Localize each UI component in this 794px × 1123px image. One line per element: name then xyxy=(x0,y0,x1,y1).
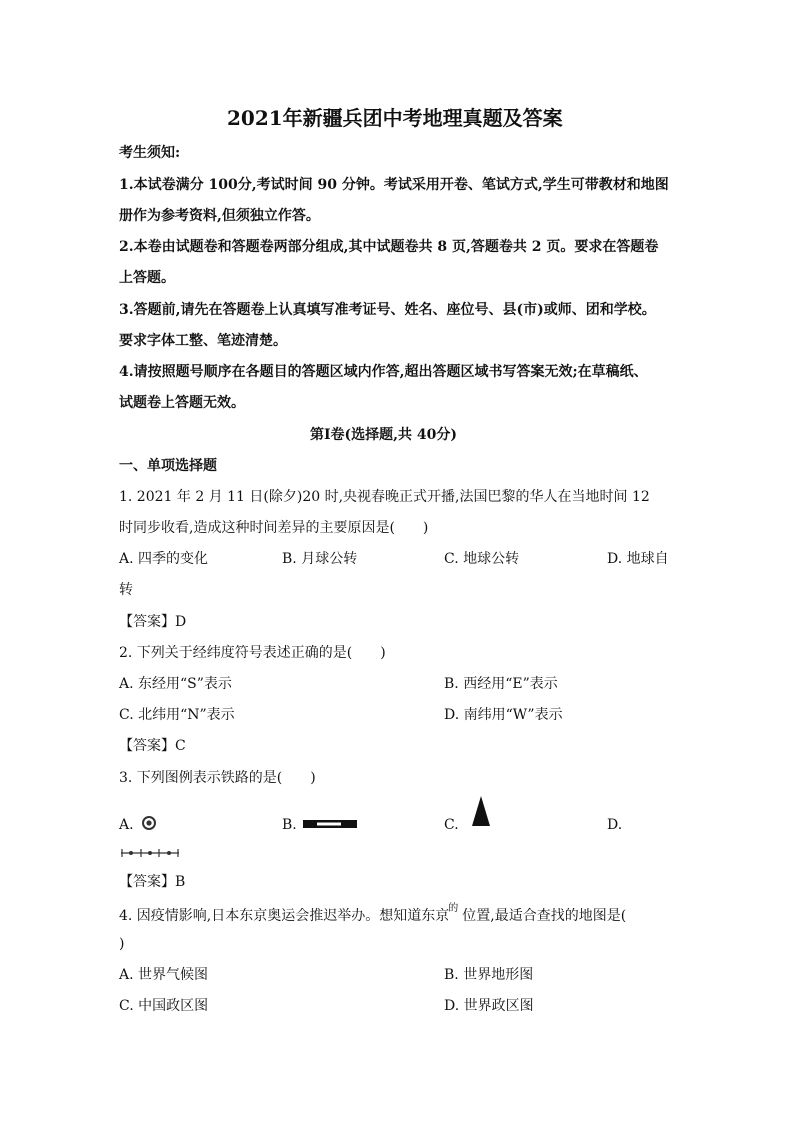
notice-line: 试题卷上答题无效。 xyxy=(119,395,245,411)
q4-stem-wrap: ) xyxy=(119,936,125,952)
q3-answer: 【答案】B xyxy=(119,874,186,890)
ring-symbol-icon xyxy=(141,815,157,831)
q1-option-a: A. 四季的变化 xyxy=(119,551,209,567)
q1-option-b: B. 月球公转 xyxy=(282,551,358,567)
q1-answer: 【答案】D xyxy=(119,614,187,630)
q2-option-c: C. 北纬用“N”表示 xyxy=(119,707,235,723)
q2-stem: 2. 下列关于经纬度符号表述正确的是( ) xyxy=(119,645,386,661)
q4-option-d: D. 世界政区图 xyxy=(444,998,534,1014)
q2-option-a: A. 东经用“S”表示 xyxy=(119,676,232,692)
q3-option-b: B. xyxy=(282,817,297,833)
q1-stem-line2: 时同步收看,造成这种时间差异的主要原因是( ) xyxy=(119,520,429,536)
notice-line: 上答题。 xyxy=(119,270,175,286)
q3-option-c: C. xyxy=(444,817,459,833)
q1-option-d-wrap: 转 xyxy=(119,582,133,598)
q3-option-a: A. xyxy=(119,817,134,833)
q4-option-a: A. 世界气候图 xyxy=(119,967,209,983)
q1-stem-line1: 1. 2021 年 2 月 11 日(除夕)20 时,央视春晚正式开播,法国巴黎的华人在当地时间 12 xyxy=(119,489,650,505)
q4-option-c: C. 中国政区图 xyxy=(119,998,209,1014)
q2-answer: 【答案】C xyxy=(119,738,186,754)
boundary-line-icon xyxy=(121,847,179,859)
notice-line: 2.本卷由试题卷和答题卷两部分组成,其中试题卷共 8 页,答题卷共 2 页。要求在答题卷 xyxy=(119,239,659,255)
q1-option-c: C. 地球公转 xyxy=(444,551,520,567)
q4-stem-part2: 位置,最适合查找的地图是( xyxy=(462,908,627,924)
q1-option-d: D. 地球自 xyxy=(607,551,669,567)
q2-option-b: B. 西经用“E”表示 xyxy=(444,676,558,692)
q4-stem xyxy=(119,903,627,925)
notice-heading: 考生须知: xyxy=(119,145,181,161)
notice-line: 册作为参考资料,但须独立作答。 xyxy=(119,208,320,224)
q3-option-d: D. xyxy=(607,817,623,833)
notice-line: 1.本试卷满分 100分,考试时间 90 分钟。考试采用开卷、笔试方式,学生可带教材和地图 xyxy=(119,177,669,193)
q2-option-d: D. 南纬用“W”表示 xyxy=(444,707,563,723)
section-title: 第Ⅰ卷(选择题,共 40分) xyxy=(310,427,458,443)
q3-stem: 3. 下列图例表示铁路的是( ) xyxy=(119,770,316,786)
part-title: 一、单项选择题 xyxy=(119,458,217,474)
railway-symbol-icon xyxy=(303,819,357,829)
peak-triangle-icon xyxy=(471,796,491,828)
notice-line: 3.答题前,请先在答题卷上认真填写准考证号、姓名、座位号、县(市)或师、团和学校。 xyxy=(119,302,656,318)
q4-option-b: B. 世界地形图 xyxy=(444,967,534,983)
notice-line: 4.请按照题号顺序在各题目的答题区域内作答,超出答题区域书写答案无效;在草稿纸、 xyxy=(119,364,648,380)
q4-stem-superscript: 的 xyxy=(448,903,459,914)
page-title: 2021年新疆兵团中考地理真题及答案 xyxy=(227,106,563,130)
q4-stem-part1: 4. 因疫情影响,日本东京奥运会推迟举办。想知道东京 xyxy=(119,908,450,924)
notice-line: 要求字体工整、笔迹清楚。 xyxy=(119,333,287,349)
